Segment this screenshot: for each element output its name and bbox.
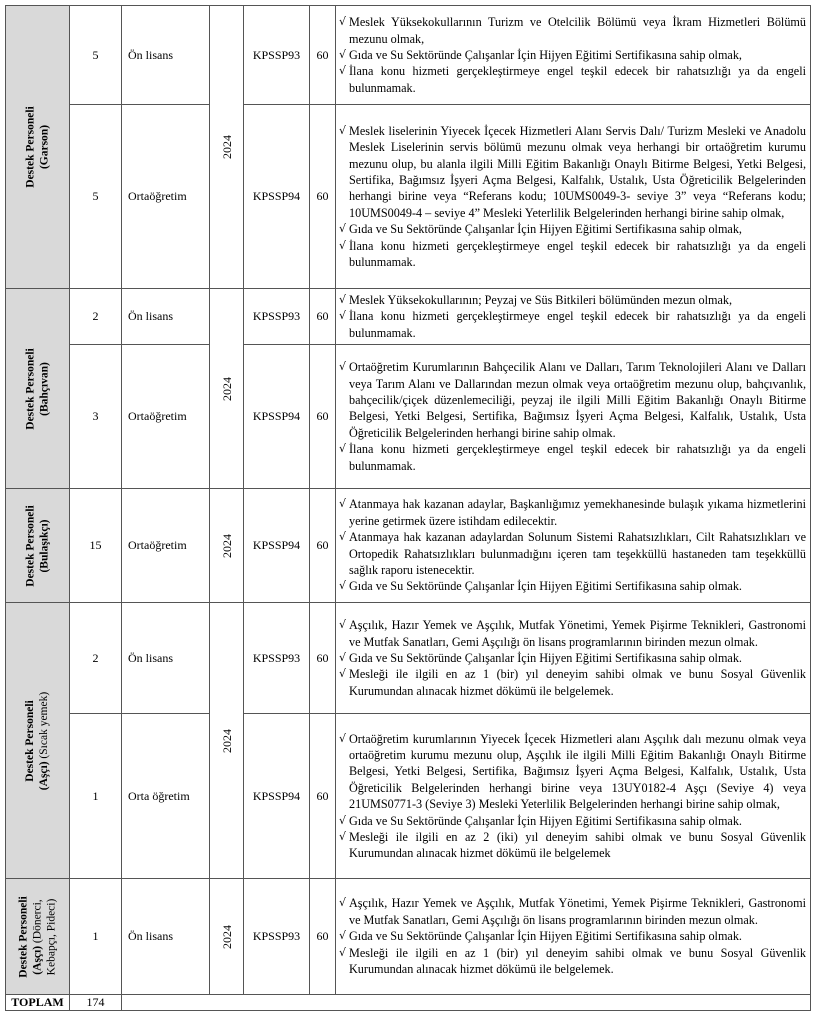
condition-text: Mesleği ile ilgili en az 2 (iki) yıl deneyim sahibi olmak ve bunu Sosyal Güvenlik Kurumundan alınacak hizmet dökümü ile belgelemek (349, 830, 806, 861)
condition-text: Gıda ve Su Sektöründe Çalışanlar İçin Hijyen Eğitimi Sertifikasına sahip olmak. (349, 579, 742, 594)
total-row (6, 995, 811, 1011)
kpss-score-type: KPSSP94 (244, 105, 310, 289)
conditions-cell (336, 603, 811, 714)
table-row (6, 879, 811, 995)
condition-item (339, 928, 806, 944)
table-row (6, 345, 811, 489)
check-mark-icon: √ (339, 442, 347, 456)
education-level: Ortaöğretim (122, 489, 210, 603)
condition-text: Meslek Yüksekokullarının; Peyzaj ve Süs Bitkileri bölümünden mezun olmak, (349, 293, 733, 308)
check-mark-icon: √ (339, 497, 347, 511)
condition-text: İlana konu hizmeti gerçekleştirmeye engel teşkil edecek bir rahatsızlığı ya da engeli bulunmamak. (349, 64, 806, 95)
table-row (6, 6, 811, 105)
minimum-score: 60 (310, 289, 336, 345)
position-count: 1 (70, 714, 122, 879)
position-title-line2 (31, 899, 45, 974)
position-subtitle-extra: (Dönerci, (31, 898, 44, 946)
conditions-cell (336, 289, 811, 345)
check-mark-icon: √ (339, 579, 347, 593)
check-mark-icon: √ (339, 813, 347, 827)
condition-text: Ortaöğretim kurumlarının Yiyecek İçecek Hizmetleri alanı Aşçılık dalı mezunu olmak veya ortaöğretim kurumu mezunu olup, Aşçılık ile ilgili Milli Eğitim Bakanlığı Onaylı Bitirme Belgesi, Yetki Belgesi, Sertifika, Bağımsız İşyeri Açma Belgesi, Kalfalık, Ustalık, Usta Öğreticilik Belgelerinden herhangi birine veya 13UY0182-4 Aşçı (Seviye 4) veya 21UMS0771-3 (Seviye 3) Mesleki Yeterlilik Belgelerinden herhangi birine sahip olmak, (349, 731, 806, 812)
condition-text: İlana konu hizmeti gerçekleştirmeye engel teşkil edecek bir rahatsızlığı ya da engeli bulunmamak. (349, 309, 806, 340)
position-title-line1: Destek Personeli (24, 106, 37, 188)
position-cell (6, 289, 70, 489)
condition-text: Gıda ve Su Sektöründe Çalışanlar İçin Hijyen Eğitimi Sertifikasına sahip olmak. (349, 650, 742, 665)
education-level: Ön lisans (122, 6, 210, 105)
check-mark-icon: √ (339, 530, 347, 544)
year-cell (210, 603, 244, 879)
position-cell (6, 879, 70, 995)
minimum-score: 60 (310, 105, 336, 289)
conditions-cell (336, 714, 811, 879)
positions-table (5, 5, 811, 1011)
condition-item (339, 813, 806, 829)
condition-text: Aşçılık, Hazır Yemek ve Aşçılık, Mutfak Yönetimi, Yemek Pişirme Teknikleri, Gastronomi ve Mutfak Sanatları, Gemi Aşçılığı ön lisans programlarının birinden mezun olmak. (349, 618, 806, 649)
condition-text: Gıda ve Su Sektöründe Çalışanlar İçin Hijyen Eğitimi Sertifikasına sahip olmak. (349, 813, 742, 828)
check-mark-icon: √ (339, 667, 347, 681)
check-mark-icon: √ (339, 293, 347, 307)
kpss-score-type: KPSSP93 (244, 603, 310, 714)
position-subtitle-extra: (Sıcak yemek) (38, 691, 51, 761)
position-title (17, 896, 59, 977)
condition-text: Meslek Yüksekokullarının Turizm ve Otelcilik Bölümü veya İkram Hizmetleri Bölümü mezunu olmak, (349, 15, 806, 46)
position-subtitle: (Bulaşıkçı) (38, 518, 51, 573)
condition-text: Mesleği ile ilgili en az 1 (bir) yıl deneyim sahibi olmak ve bunu Sosyal Güvenlik Kurumundan alınacak hizmet dökümü ile belgelemek. (349, 667, 806, 698)
condition-text: Atanmaya hak kazanan adaylardan Solunum Sistemi Rahatsızlıkları, Cilt Rahatsızlıkları ve Ortopedik Rahatsızlıkları bulunmadığını içeren tam teşekküllü hastaneden tam teşekküllü sağlık raporu istenecektir. (349, 530, 806, 577)
condition-text: Ortaöğretim Kurumlarının Bahçecilik Alanı ve Dalları, Tarım Teknolojileri Alanı ve Dalları veya Tarım Alanı ve Dallarından mezun olmak veya ortaöğretim mezunu olup, bahçıvanlık, bahçecilik/çiçek düzenlemeciliği, peyzaj ile ilgili Milli Eğitim Bakanlığı Onaylı Bitirme Belgesi, Yetki Belgesi, Sertifika, Bağımsız İşyeri Açma Belgesi, Kalfalık, Ustalık, Usta Öğreticilik Belgelerinden herhangi birine sahip olmak. (349, 360, 806, 440)
position-subtitle: (Aşçı) (31, 945, 44, 975)
condition-item (339, 63, 806, 96)
check-mark-icon: √ (339, 309, 347, 323)
exam-year: 2024 (219, 533, 234, 558)
education-level: Ortaöğretim (122, 345, 210, 489)
condition-text: Mesleği ile ilgili en az 1 (bir) yıl deneyim sahibi olmak ve bunu Sosyal Güvenlik Kurumundan alınacak hizmet dökümü ile belgelemek. (349, 945, 806, 977)
position-count: 2 (70, 603, 122, 714)
condition-text: Gıda ve Su Sektöründe Çalışanlar İçin Hijyen Eğitimi Sertifikasına sahip olmak. (349, 929, 742, 944)
condition-item (339, 578, 806, 594)
condition-item (339, 731, 806, 813)
position-count: 3 (70, 345, 122, 489)
position-title-line2 (38, 362, 52, 416)
check-mark-icon: √ (339, 945, 347, 959)
position-title-line2 (38, 125, 52, 169)
condition-item (339, 829, 806, 862)
check-mark-icon: √ (339, 238, 347, 252)
condition-text: İlana konu hizmeti gerçekleştirmeye engel teşkil edecek bir rahatsızlığı ya da engeli bulunmamak. (349, 238, 806, 270)
conditions-cell (336, 879, 811, 995)
position-count: 1 (70, 879, 122, 995)
kpss-score-type: KPSSP93 (244, 289, 310, 345)
conditions-cell (336, 345, 811, 489)
condition-item (339, 441, 806, 474)
minimum-score: 60 (310, 714, 336, 879)
minimum-score: 60 (310, 6, 336, 105)
condition-text: İlana konu hizmeti gerçekleştirmeye engel teşkil edecek bir rahatsızlığı ya da engeli bulunmamak. (349, 442, 806, 473)
condition-item (339, 617, 806, 650)
position-title-line2 (38, 691, 52, 789)
condition-text: Atanmaya hak kazanan adaylar, Başkanlığımız yemekhanesinde bulaşık yıkama hizmetlerini yerine getirmek üzere istihdam edilecektir. (349, 497, 806, 528)
condition-item (339, 221, 806, 237)
education-level: Ön lisans (122, 289, 210, 345)
minimum-score: 60 (310, 345, 336, 489)
condition-item (339, 123, 806, 221)
position-count: 5 (70, 6, 122, 105)
conditions-cell (336, 489, 811, 603)
kpss-score-type: KPSSP94 (244, 489, 310, 603)
condition-item (339, 529, 806, 578)
minimum-score: 60 (310, 879, 336, 995)
kpss-score-type: KPSSP94 (244, 714, 310, 879)
check-mark-icon: √ (339, 618, 347, 632)
condition-item (339, 47, 806, 63)
condition-item (339, 496, 806, 529)
education-level: Ön lisans (122, 603, 210, 714)
year-cell (210, 879, 244, 995)
check-mark-icon: √ (339, 15, 347, 29)
check-mark-icon: √ (339, 360, 347, 374)
check-mark-icon: √ (339, 929, 347, 943)
check-mark-icon: √ (339, 47, 347, 61)
condition-item (339, 666, 806, 699)
condition-item (339, 292, 806, 308)
check-mark-icon: √ (339, 650, 347, 664)
conditions-cell (336, 6, 811, 105)
minimum-score: 60 (310, 603, 336, 714)
condition-item (339, 359, 806, 441)
table-row (6, 105, 811, 289)
position-count: 2 (70, 289, 122, 345)
condition-item (339, 14, 806, 47)
condition-item (339, 238, 806, 271)
table-row (6, 489, 811, 603)
position-title-line1: Destek Personeli (24, 699, 37, 782)
check-mark-icon: √ (339, 830, 347, 843)
position-title (24, 106, 52, 187)
condition-item (339, 895, 806, 928)
position-title (24, 348, 52, 429)
education-level: Orta öğretim (122, 714, 210, 879)
table-row (6, 714, 811, 879)
condition-text: Gıda ve Su Sektöründe Çalışanlar İçin Hijyen Eğitimi Sertifikasına sahip olmak, (349, 47, 742, 62)
kpss-score-type: KPSSP93 (244, 879, 310, 995)
year-cell (210, 289, 244, 489)
check-mark-icon: √ (339, 222, 347, 236)
total-value: 174 (70, 995, 122, 1011)
position-title-line1: Destek Personeli (24, 347, 37, 430)
year-cell (210, 6, 244, 289)
position-count: 5 (70, 105, 122, 289)
minimum-score: 60 (310, 489, 336, 603)
check-mark-icon: √ (339, 64, 347, 78)
exam-year: 2024 (219, 135, 234, 159)
position-count: 15 (70, 489, 122, 603)
position-subtitle: (Garson) (38, 124, 51, 170)
condition-text: Meslek liselerinin Yiyecek İçecek Hizmetleri Alanı Servis Dalı/ Turizm Mesleki ve Anadolu Meslek Liselerinin servis bölümü mezunu olmak veya herhangi bir ortaöğretim kurumu mezunu olup, bu alanla ilgili Milli Eğitim Bakanlığı Onaylı Bitirme Belgesi, Yetki Belgesi, Sertifika, Bağımsız İşyeri Açma Belgesi, Kalfalık, Ustalık, Usta Öğreticilik Belgelerinden herhangi birine veya “Referans kodu; 10UMS0049-3- seviye 3” veya “Referans kodu; 10UMS0049-4 – seviye 4” Mesleki Yeterlilik Belgelerinden herhangi birine sahip olmak, (349, 123, 806, 220)
year-cell (210, 489, 244, 603)
exam-year: 2024 (219, 376, 234, 401)
conditions-cell (336, 105, 811, 289)
kpss-score-type: KPSSP93 (244, 6, 310, 105)
position-subtitle: (Aşçı) (38, 760, 51, 790)
kpss-score-type: KPSSP94 (244, 345, 310, 489)
table-row (6, 289, 811, 345)
position-title-line1: Destek Personeli (24, 504, 37, 587)
total-empty (122, 995, 811, 1011)
position-title-line3: Kebapçı, Pideci) (45, 898, 58, 975)
total-label: TOPLAM (6, 995, 70, 1011)
condition-text: Gıda ve Su Sektöründe Çalışanlar İçin Hijyen Eğitimi Sertifikasına sahip olmak, (349, 222, 742, 237)
exam-year: 2024 (219, 728, 234, 753)
condition-text: Aşçılık, Hazır Yemek ve Aşçılık, Mutfak Yönetimi, Yemek Pişirme Teknikleri, Gastronomi ve Mutfak Sanatları, Gemi Aşçılığı ön lisans programlarının birinden mezun olmak. (349, 896, 806, 927)
table-row (6, 603, 811, 714)
condition-item (339, 308, 806, 341)
check-mark-icon: √ (339, 896, 347, 910)
position-title (24, 691, 52, 789)
exam-year: 2024 (219, 924, 234, 949)
position-cell (6, 489, 70, 603)
position-title-line1: Destek Personeli (17, 895, 30, 978)
condition-item (339, 945, 806, 978)
position-cell (6, 6, 70, 289)
education-level: Ortaöğretim (122, 105, 210, 289)
position-subtitle: (Bahçıvan) (38, 361, 51, 416)
check-mark-icon: √ (339, 731, 347, 745)
position-title (24, 505, 52, 586)
education-level: Ön lisans (122, 879, 210, 995)
check-mark-icon: √ (339, 123, 347, 137)
position-cell (6, 603, 70, 879)
position-title-line2 (38, 519, 52, 572)
condition-item (339, 650, 806, 666)
